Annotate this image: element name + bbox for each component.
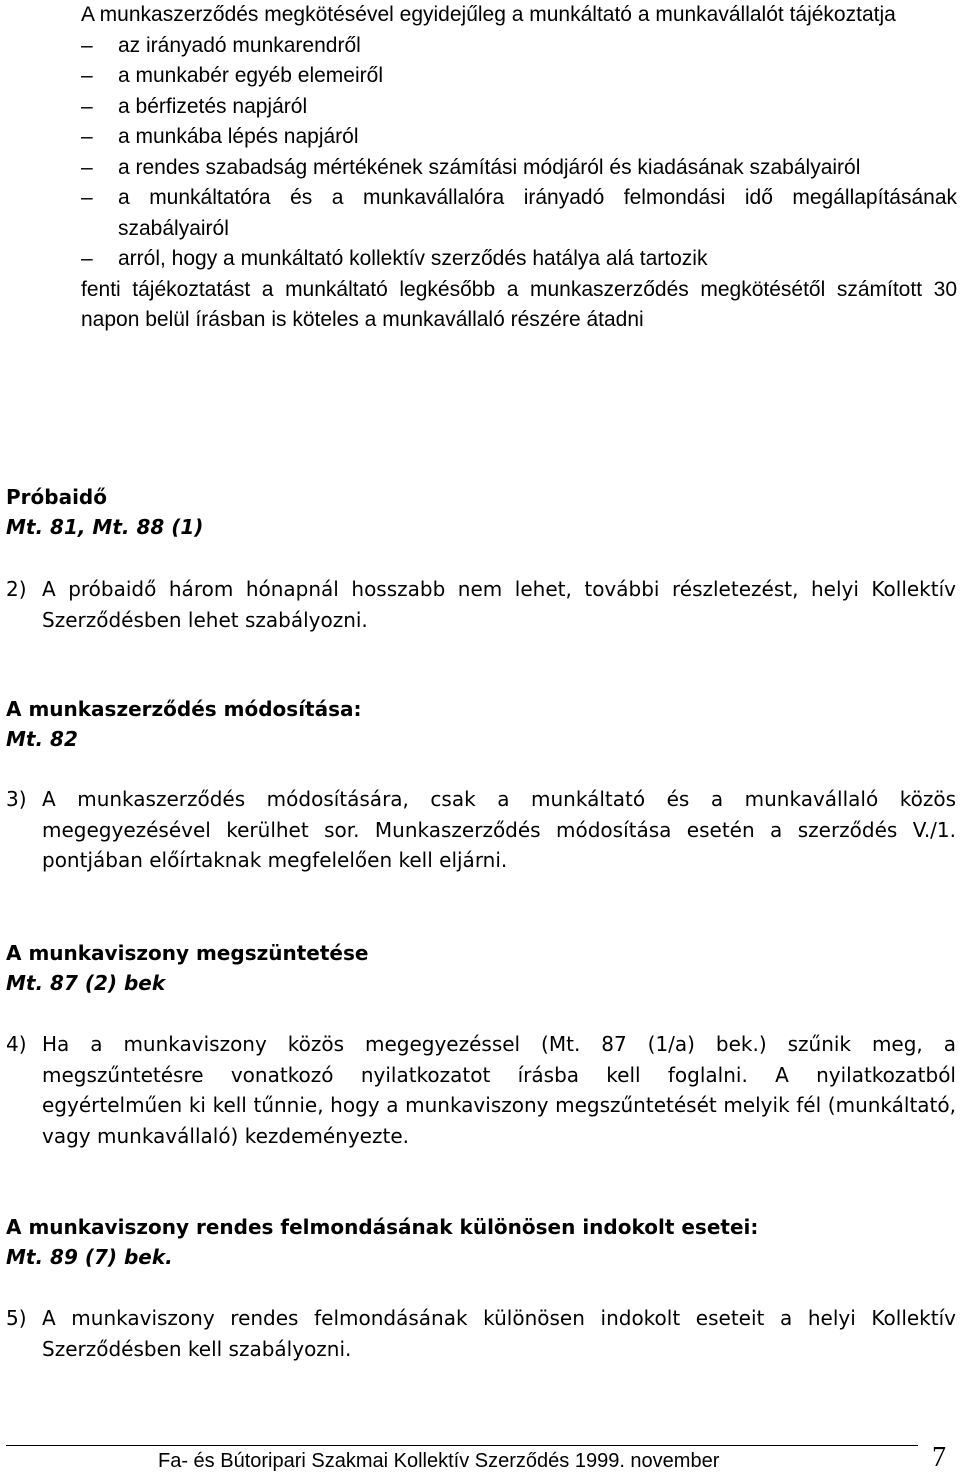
footer-text: Fa- és Bútoripari Szakmai Kollektív Szerződés 1999. november xyxy=(158,1450,720,1472)
paragraph-text: A munkaszerződés módosítására, csak a munkáltató és a munkavállaló közös megegyezésével kerülhet sor. Munkaszerződés módosítása esetén a szerződés V./1. pontjában előírtaknak megfelelően kell eljárni. xyxy=(42,787,956,872)
paragraph-number: 2) xyxy=(6,577,27,601)
list-item: – arról, hogy a munkáltató kollektív szerződés hatálya alá tartozik xyxy=(81,244,957,275)
section-probationary-period xyxy=(6,482,956,635)
list-item: – a rendes szabadság mértékének számítási módjáról és kiadásának szabályairól xyxy=(81,153,957,184)
list-item: – a munkáltatóra és a munkavállalóra irányadó felmondási idő megállapításának szabályairól xyxy=(81,183,957,244)
paragraph-number: 3) xyxy=(6,787,27,811)
paragraph-text: A próbaidő három hónapnál hosszabb nem lehet, további részletezést, helyi Kollektív Szerződésben lehet szabályozni. xyxy=(42,577,956,632)
page-number: 7 xyxy=(932,1442,946,1473)
intro-block xyxy=(81,0,957,336)
section-ordinary-dismissal xyxy=(6,1212,956,1364)
law-reference: Mt. 89 (7) bek. xyxy=(6,1245,173,1269)
law-reference: Mt. 82 xyxy=(6,727,78,751)
section-heading: A munkaviszony megszüntetése xyxy=(6,941,369,965)
paragraph-text: A munkaviszony rendes felmondásának különösen indokolt eseteit a helyi Kollektív Szerződésben kell szabályozni. xyxy=(42,1306,956,1361)
law-reference: Mt. 87 (2) bek xyxy=(6,971,166,995)
section-heading: Próbaidő xyxy=(6,485,107,509)
list-item: – a munkába lépés napjáról xyxy=(81,122,957,153)
dash-bullet-icon: – xyxy=(81,247,93,270)
numbered-paragraph xyxy=(6,1029,956,1151)
paragraph-text: Ha a munkaviszony közös megegyezéssel (Mt. 87 (1/a) bek.) szűnik meg, a megszűntetésre vonatkozó nyilatkozatot írásba kell foglalni. A nyilatkozatból egyértelműen ki kell tűnnie, hogy a munkaviszony megszűntetését melyik fél (munkáltató, vagy munkavállaló) kezdeményezte. xyxy=(42,1032,956,1148)
intro-lead: A munkaszerződés megkötésével egyidejűleg a munkáltató a munkavállalót tájékoztatja xyxy=(81,3,896,26)
numbered-paragraph xyxy=(6,1303,956,1364)
numbered-paragraph xyxy=(6,574,956,635)
section-heading: A munkaviszony rendes felmondásának különösen indokolt esetei: xyxy=(6,1215,759,1239)
dash-bullet-icon: – xyxy=(81,64,93,87)
paragraph-number: 4) xyxy=(6,1032,27,1056)
list-item: – az irányadó munkarendről xyxy=(81,31,957,62)
dash-bullet-icon: – xyxy=(81,33,93,57)
paragraph-number: 5) xyxy=(6,1306,27,1330)
list-item: – a munkabér egyéb elemeiről xyxy=(81,61,957,92)
footer-divider xyxy=(6,1445,918,1446)
section-termination xyxy=(6,938,956,1151)
dash-bullet-icon: – xyxy=(81,155,93,179)
dash-bullet-icon: – xyxy=(81,94,93,118)
intro-list xyxy=(81,31,957,275)
dash-bullet-icon: – xyxy=(81,125,93,148)
list-item: – a bérfizetés napjáról xyxy=(81,92,957,123)
law-reference: Mt. 81, Mt. 88 (1) xyxy=(6,515,204,539)
dash-bullet-icon: – xyxy=(81,186,93,209)
numbered-paragraph xyxy=(6,784,956,876)
section-contract-modification xyxy=(6,694,956,876)
section-heading: A munkaszerződés módosítása: xyxy=(6,697,362,721)
intro-closing: fenti tájékoztatást a munkáltató legkésőbb a munkaszerződés megkötésétől számított 30 napon belül írásban is köteles a munkavállaló részére átadni xyxy=(81,277,957,331)
